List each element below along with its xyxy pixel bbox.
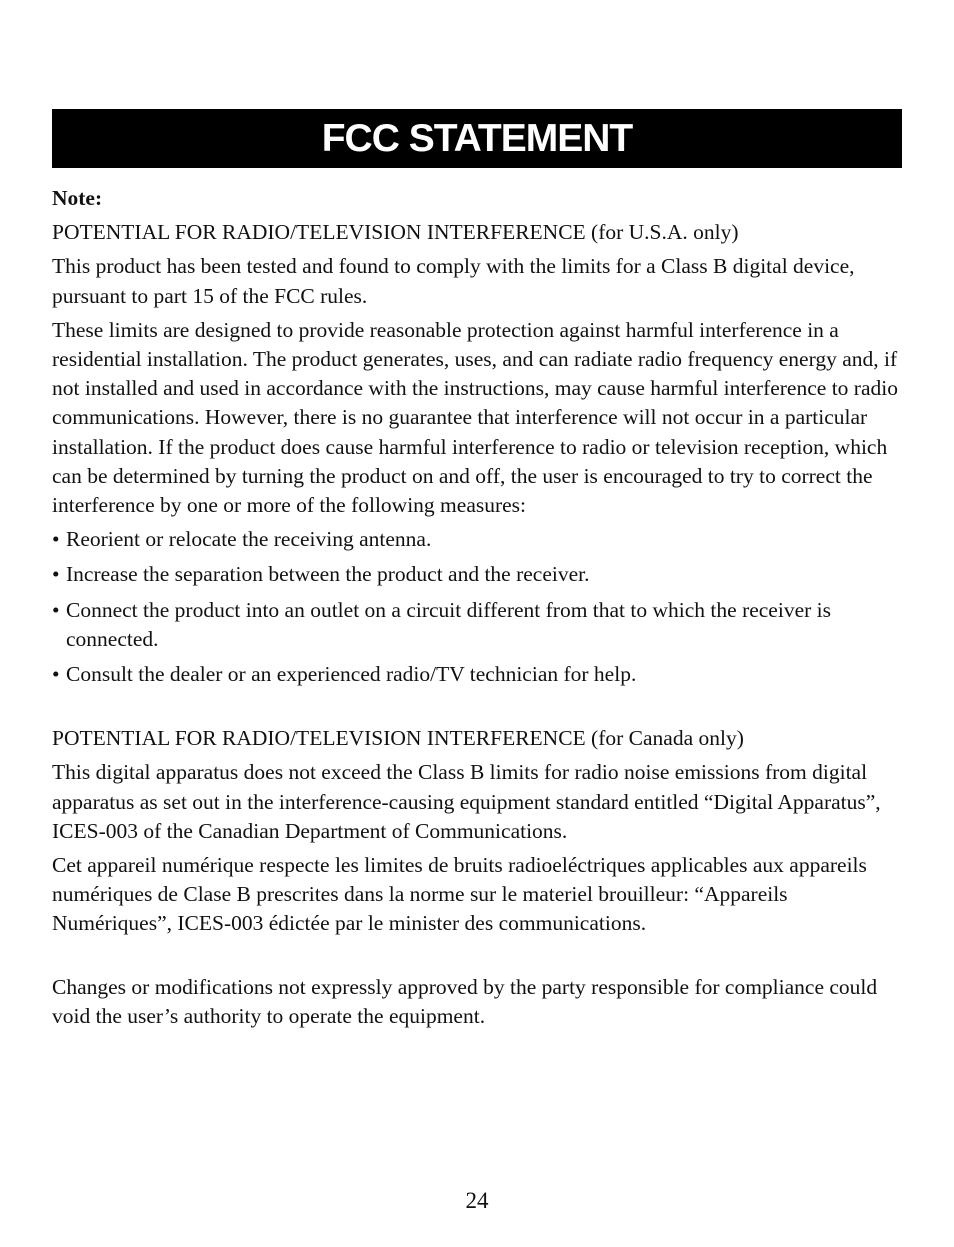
usa-compliance-paragraph: This product has been tested and found to comply with the limits for a Class B digital device, pursuant to part 15 of the FCC rules. bbox=[52, 254, 855, 308]
bullet-icon: • bbox=[52, 662, 60, 687]
changes-paragraph: Changes or modifications not expressly approved by the party responsible for compliance could void the user’s authority to operate the equipment. bbox=[52, 974, 878, 1028]
list-item bbox=[52, 596, 904, 654]
list-item-text: Increase the separation between the product and the receiver. bbox=[66, 562, 590, 587]
list-item-text: Consult the dealer or an experienced radio/TV technician for help. bbox=[66, 662, 637, 687]
bullet-icon: • bbox=[52, 597, 60, 622]
document-page bbox=[52, 0, 904, 1247]
list-item-text: Reorient or relocate the receiving antenna. bbox=[66, 527, 432, 552]
canada-french-paragraph: Cet appareil numérique respecte les limites de bruits radioeléctriques applicables aux appareils numériques de Clase B prescrites dans la norme sur le materiel brouilleur: “Appareils Numériques”, ICES-003 édictée par le minister des communications. bbox=[52, 853, 867, 936]
title-banner bbox=[52, 109, 902, 168]
list-item-text: Connect the product into an outlet on a circuit different from that to which the receiver is connected. bbox=[66, 597, 831, 651]
measures-list bbox=[52, 525, 904, 689]
list-item bbox=[52, 660, 904, 689]
bullet-icon: • bbox=[52, 562, 60, 587]
section-spacer bbox=[52, 944, 904, 973]
page-title: FCC STATEMENT bbox=[321, 116, 633, 160]
canada-english-paragraph: This digital apparatus does not exceed the Class B limits for radio noise emissions from digital apparatus as set out in the interference-causing equipment standard entitled “Digital Apparatus”, ICES-003 of the Canadian Department of Communications. bbox=[52, 760, 881, 843]
canada-heading: POTENTIAL FOR RADIO/TELEVISION INTERFERENCE (for Canada only) bbox=[52, 726, 744, 751]
section-spacer bbox=[52, 695, 904, 724]
bullet-icon: • bbox=[52, 527, 60, 552]
content-body bbox=[52, 184, 904, 1036]
usa-heading: POTENTIAL FOR RADIO/TELEVISION INTERFERENCE (for U.S.A. only) bbox=[52, 220, 739, 245]
note-label: Note: bbox=[52, 186, 103, 210]
page-number: 24 bbox=[465, 1188, 489, 1213]
list-item bbox=[52, 560, 904, 589]
usa-limits-paragraph: These limits are designed to provide reasonable protection against harmful interference in a residential installation. The product generates, uses, and can radiate radio frequency energy and, if not installed and used in accordance with the instructions, may cause harmful interference to radio communications. However, there is no guarantee that interference will not occur in a particular installation. If the product does cause harmful interference to radio or television reception, which can be determined by turning the product on and off, the user is encouraged to try to correct the interference by one or more of the following measures: bbox=[52, 317, 898, 518]
list-item bbox=[52, 525, 904, 554]
